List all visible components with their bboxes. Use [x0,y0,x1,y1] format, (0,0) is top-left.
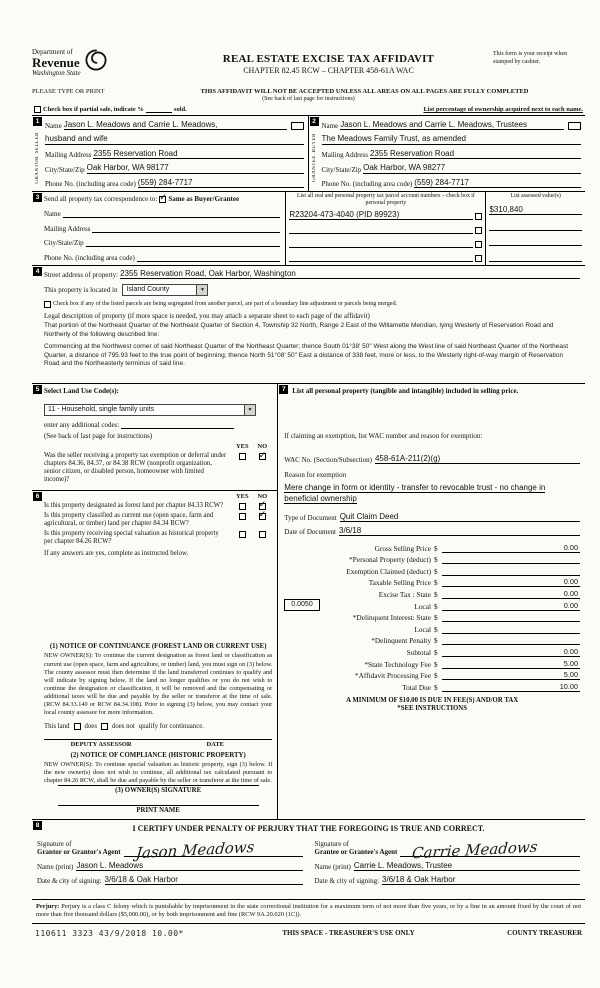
notice-continuance-title: (1) NOTICE OF CONTINUANCE (FOREST LAND OR CURRENT USE) [49,643,267,651]
parcel-numbers-column [286,192,486,265]
seller-phone-label: Phone No. (including area code) [45,180,136,188]
segregated-checkbox[interactable] [44,301,51,308]
fee-label: Gross Selling Price [374,543,431,553]
dropdown-arrow-icon[interactable]: ▼ [196,285,207,295]
grantee-name-field[interactable]: Carrie L. Meadows, Trustee [354,861,580,871]
continuance-qualify-row [44,723,272,730]
buyer-phone-label: Phone No. (including area code) [321,180,413,188]
fee-label: Exemption Claimed (deduct) [346,566,431,576]
wac-label: WAC No. (Section/Subsection) [284,456,372,465]
county-value: Island County [126,286,170,294]
seller-section [32,116,309,191]
reet-affidavit-form [32,46,585,940]
owner-signature-block [44,785,272,794]
parcel-number-field-3[interactable] [289,239,473,248]
section-2-number: 2 [310,117,319,126]
fee-label: Total Due [402,682,431,692]
fee-row-exemption-claimed [284,564,580,576]
date-label: DATE [206,740,225,748]
fee-amount-field[interactable]: 5.00 [442,670,580,680]
agency-name: Revenue [32,55,80,70]
dollar-sign: $ [434,601,438,611]
section-7-number: 7 [279,385,288,394]
historic-question-row [44,530,272,546]
fee-label: *Delinquent Penalty [371,636,431,646]
perjury-notice [32,900,585,924]
street-address-label: Street address of property: [44,271,119,280]
grantor-date-city-field[interactable]: 3/6/18 & Oak Harbor [105,875,303,885]
fee-row-excise-local [284,599,580,611]
land-classification-section [32,490,277,819]
seller-csz-label: City/State/Zip [45,165,85,174]
fee-row-delinquent-interest-state [284,611,580,623]
fee-row-personal-property [284,553,580,565]
assessed-value-field-2[interactable] [489,222,582,231]
fee-row-subtotal [284,645,580,657]
minimum-due-note: A MINIMUM OF $10.00 IS DUE IN FEE(S) AND/OR TAX [346,696,519,704]
buyer-phone-field[interactable]: (559) 284-7717 [414,178,581,188]
county-dropdown[interactable] [122,284,208,296]
dollar-sign: $ [434,671,438,681]
perjury-text: Perjury is a class C felony which is punishable by imprisonment in the state correctional institution for a maximum term of not more than five years, or by a fine in an amount fixed by the court of not more than five thousand dollars ($5,000.00), or by both imprisonment and fine (RCW 9A.20.020 (1C)). [36,903,581,919]
type-or-print-label: PLEASE TYPE OR PRINT [32,88,105,95]
partial-sale-group [34,105,187,113]
document-type-field[interactable]: Quit Claim Deed [340,512,580,522]
fee-row-gross [284,541,580,553]
historic-question: Is this property receiving special valuation as historical property per chapter 84.26 RCW? [44,530,219,546]
exemption-question-row [44,452,272,485]
grantee-signature-labels [315,840,398,858]
no-column-label: NO [257,443,268,450]
assessed-value-field-1[interactable]: $310,840 [489,205,582,215]
section-6-number: 6 [33,492,42,501]
deputy-assessor-label: DEPUTY ASSESSOR [70,740,132,748]
grantor-name-field[interactable]: Jason L. Meadows [76,861,302,871]
signature-of-label: Signature of [314,839,349,848]
corr-name-field[interactable] [63,209,281,218]
does-label: does [84,722,97,730]
dor-logo-text [32,48,81,77]
owner-signature-caption: (3) OWNER(S) SIGNATURE [115,787,202,794]
dollar-sign: $ [434,590,438,599]
document-date-field[interactable]: 3/6/18 [339,526,580,536]
grantor-date-city-label: Date & city of signing: [37,877,102,886]
fee-row-delinquent-interest-local [284,622,580,634]
fee-amount-field[interactable]: 5.00 [442,659,580,669]
fee-table [284,541,580,692]
same-as-buyer-label: Same as Buyer/Grantee [168,195,240,203]
fee-amount-field[interactable]: 0.00 [442,577,580,587]
parcel-number-field-1[interactable]: R23204-473-4040 (PID 89923) [289,210,473,220]
historic-yes-checkbox[interactable] [239,531,246,538]
parcel-personal-checkbox-3[interactable] [475,241,482,248]
wac-number-field[interactable]: 458-61A-211(2)(g) [375,454,580,464]
correspondence-block [32,192,286,265]
land-use-value: 11 - Household, single family units [48,406,155,413]
buyer-mailing-field[interactable]: 2355 Reservation Road [370,149,581,159]
buyer-side-label [309,116,320,191]
see-instructions-note: *SEE INSTRUCTIONS [397,704,467,712]
grantee-signature-block [315,837,581,885]
forest-no-checkbox[interactable] [259,503,266,510]
cashier-stamp: 110611 3323 43/9/2018 10.00* [35,928,184,938]
form-title: REAL ESTATE EXCISE TAX AFFIDAVIT [222,53,435,65]
section-4-number: 4 [33,267,42,276]
fee-amount-field[interactable] [442,567,580,576]
parcel-personal-checkbox-4[interactable] [475,255,482,262]
fee-amount-field[interactable]: 0.00 [442,589,580,599]
buyer-side-label-1: BUYER [311,132,317,153]
assessed-value-field-3[interactable] [489,237,582,246]
notice-compliance-title: (2) NOTICE OF COMPLIANCE (HISTORIC PROPERTY) [70,751,246,759]
located-in-label: This property is located in [44,286,118,295]
parcel-block [286,192,585,265]
dollar-sign: $ [434,682,438,692]
form-subtitle: CHAPTER 82.45 RCW – CHAPTER 458-61A WAC [243,66,414,75]
fee-amount-field[interactable] [442,555,580,564]
perjury-lead: Perjury: [36,903,60,910]
forest-question-row [44,502,272,510]
land-does-checkbox[interactable] [74,723,81,730]
tax-correspondence-section [32,192,585,266]
fee-label: *Delinquent Interest: State [352,613,431,623]
fee-amount-field[interactable] [442,636,580,645]
left-column [32,384,278,819]
section-1-number: 1 [33,117,42,126]
grantee-agent-label: Grantee or Grantee's Agent [314,848,398,857]
dollar-sign: $ [434,578,438,588]
dollar-sign: $ [434,543,438,553]
personal-property-label: List all personal property (tangible and intangible) included in selling price. [292,387,519,395]
yes-column-label: YES [235,443,249,450]
buyer-fields [320,116,586,191]
receipt-note: This form is your receipt when stamped by cashier. [493,51,568,65]
fee-row-delinquent-penalty [284,634,580,646]
grantee-date-city-field[interactable]: 3/6/18 & Oak Harbor [382,875,580,885]
ownership-note: List percentage of ownership acquired next to each name. [423,106,583,113]
corr-mailing-field[interactable] [92,224,280,233]
fee-row-technology-fee [284,657,580,669]
seller-name-field-2[interactable]: husband and wife [45,134,304,144]
parties-section [32,116,585,192]
legal-description-label: Legal description of property (if more space is needed, you may attach a separate sheet to each page of the affidavit) [44,312,370,321]
fee-amount-field[interactable] [442,625,580,634]
dor-swirl-icon [84,48,108,72]
seller-name-field[interactable]: Jason L. Meadows and Carrie L. Meadows, [64,120,287,130]
middle-columns [32,384,585,820]
seller-side-label-2: GRANTOR [35,155,40,184]
correspondence-label: Send all property tax correspondence to: [44,195,158,203]
buyer-mailing-label: Mailing Address [321,151,368,160]
assessed-values-column [486,192,585,265]
fee-row-processing-fee [284,669,580,681]
print-name-line[interactable] [58,805,259,806]
form-header [32,46,585,88]
no-column-label: NO [257,492,268,500]
fee-row-total-due [284,680,580,692]
land-use-label: Select Land Use Code(s): [44,387,119,395]
additional-codes-field[interactable] [121,420,234,429]
partial-sale-row [32,105,585,113]
assessed-value-field-4[interactable] [489,253,582,262]
fee-amount-field[interactable]: 0.00 [442,543,580,553]
certification-section [32,820,585,900]
personal-property-blank-area[interactable] [284,396,580,432]
see-back-note: (See back of last page for instructions) [262,96,355,102]
fee-label: Taxable Selling Price [368,578,431,588]
dollar-sign: $ [434,613,438,623]
local-rate-box[interactable]: 0.0050 [284,599,319,611]
property-location-section [32,266,585,384]
seller-side-label [32,116,43,191]
agency-dept-label: Department of [32,48,73,56]
seller-mailing-label: Mailing Address [45,151,92,160]
partial-sold-label: sold. [173,106,187,113]
seller-mailing-field[interactable]: 2355 Reservation Road [93,149,303,159]
fee-amount-field[interactable] [442,613,580,622]
current-use-question: Is this property classified as current use (open space, farm and agricultural, or timber) land per chapter 84.34 RCW? [44,511,214,527]
seller-name-label: Name [45,122,62,131]
print-name-caption: PRINT NAME [136,807,180,814]
yes-no-header-2 [44,493,272,500]
grantor-signature-field[interactable] [124,837,303,863]
county-treasurer-label: COUNTY TREASURER [507,929,582,938]
yes-column-label: YES [235,492,249,500]
parcel-number-field-4[interactable] [289,253,473,262]
dollar-sign: $ [434,624,438,634]
print-name-block [44,805,272,814]
fee-amount-field[interactable]: 0.00 [442,601,580,611]
seller-csz-field[interactable]: Oak Harbor, WA 98177 [87,163,304,173]
fee-label: Local [414,601,431,611]
if-yes-note: If any answers are yes, complete as instructed below. [44,550,189,558]
grantor-signature-labels [37,840,121,858]
current-use-question-row [44,512,272,528]
parcel-number-field-2[interactable] [289,225,473,234]
buyer-section [309,116,586,191]
grantee-name-print-label: Name (print) [314,863,351,872]
owner-signature-line[interactable] [58,785,259,786]
exemption-question: Was the seller receiving a property tax exemption or deferral under chapters 84.36, 84.37, or 84.38 RCW (nonprofit organization, senior citizen, or disabled person, homeowner with limited income)? [44,452,227,484]
fee-row-taxable [284,576,580,588]
buyer-ownership-percent-box[interactable] [568,122,581,130]
fee-row-excise-state [284,587,580,599]
land-use-dropdown[interactable] [44,404,256,416]
same-as-buyer-checkbox[interactable] [159,196,166,203]
reason-label: Reason for exemption [284,471,347,480]
valuation-column [278,384,585,819]
buyer-name-field-2[interactable]: The Meadows Family Trust, as amended [322,134,582,144]
section-5-number: 5 [33,385,42,394]
section-3-number: 3 [33,193,42,202]
parcel-header: List all real and personal property tax parcel account numbers – check box if personal property [296,193,475,206]
buyer-side-label-2: GRANTEE [311,155,317,183]
exemption-no-checkbox[interactable] [259,453,266,460]
dropdown-arrow-icon[interactable]: ▼ [244,405,255,415]
dor-logo [32,46,164,77]
exemption-reason-field[interactable]: Mere change in form or identity - transfer to revocable trust - no change in beneficial ownership [284,483,546,504]
certify-statement: I CERTIFY UNDER PENALTY OF PERJURY THAT THE FOREGOING IS TRUE AND CORRECT. [132,824,485,833]
buyer-name-label: Name [321,122,339,131]
grantor-signature: Jason Meadows [134,837,255,863]
buyer-csz-field[interactable]: Oak Harbor, WA 98277 [363,163,581,173]
corr-csz-field[interactable] [86,238,281,247]
fee-label: *State Technology Fee [364,659,431,669]
dollar-sign: $ [434,566,438,576]
grantee-signature: Carrie Meadows [411,837,539,863]
dollar-sign: $ [434,555,438,565]
deputy-assessor-line[interactable] [44,739,272,748]
fee-label: Excise Tax : State [378,590,431,599]
current-use-no-checkbox[interactable] [259,513,266,520]
forest-question: Is this property designated as forest land per chapter 84.33 RCW? [44,501,224,509]
grantee-signature-field[interactable] [400,837,580,863]
fee-label: *Affidavit Processing Fee [354,671,431,681]
grantee-date-city-label: Date & city of signing: [314,877,380,886]
land-use-section [32,384,277,490]
seller-side-label-1: SELLER [35,131,40,153]
forest-yes-checkbox[interactable] [239,503,246,510]
fee-amount-field[interactable]: 0.00 [442,647,580,657]
exemption-claim-label: If claiming an exemption, list WAC number and reason for exemption: [284,432,483,441]
parcel-personal-checkbox-2[interactable] [475,227,482,234]
document-date-label: Date of Document [284,528,337,537]
partial-percent-field[interactable] [146,105,172,113]
historic-no-checkbox[interactable] [259,531,266,538]
buyer-name-field[interactable]: Jason L. Meadows and Carrie L. Meadows, Trustees [340,120,564,130]
agency-state-label: Washington State [32,69,81,77]
buyer-csz-label: City/State/Zip [321,165,362,174]
yes-no-header [44,443,272,450]
title-block [164,46,493,75]
seller-phone-field[interactable]: (559) 284-7717 [138,178,304,188]
section-8-number: 8 [33,821,42,830]
fee-label: Local [414,624,431,634]
partial-sale-checkbox[interactable] [34,106,41,113]
legal-description-text-2: Commencing at the Northwest corner of said Northeast Quarter of the Northeast Quarter; thence South 01°38' 50" West along the West line of said Northeast Quarter of the Northeast Quarter, a distance of 795.93 feet to the true point of beginning; thence North 51°08' 50" East a distance of 338 feet, more or less, to the Westerly right-of-way margin of Reservation Road and the Northeasterly terminus of said line. [44,343,569,368]
signature-of-label: Signature of [37,839,72,848]
seller-fields [43,116,308,191]
segregated-label: Check box if any of the listed parcels are being segregated from another parcel, are part of a boundary line adjustment or parcels being merged. [53,301,398,308]
land-does-not-checkbox[interactable] [101,723,108,730]
corr-csz-label: City/State/Zip [44,239,84,248]
legal-description-text-1: That portion of the Northeast Quarter of the Northeast Quarter of Section 4, Township 32 North, Range 2 East of the Willamette Meridian, lying Westerly of Reservation Road and Northerly of the following described line: [44,322,554,338]
instruction-row [32,88,585,95]
street-address-field[interactable]: 2355 Reservation Road, Oak Harbor, Washington [120,269,580,279]
current-use-yes-checkbox[interactable] [239,513,246,520]
does-not-label: does not [111,722,135,730]
partial-sale-label: Check box if partial sale, indicate % [43,106,144,113]
corr-name-label: Name [44,209,61,218]
grantor-agent-label: Grantor or Grantor's Agent [37,848,121,857]
fee-label: *Personal Property (deduct) [349,555,431,565]
corr-mailing-label: Mailing Address [44,224,91,233]
grantor-signature-block [37,837,303,885]
dollar-sign: $ [434,659,438,669]
corr-phone-label: Phone No. (including area code) [44,254,135,262]
see-back-note-2: (See back of last page for instructions) [44,432,153,440]
dollar-sign: $ [434,636,438,646]
fee-amount-field[interactable]: 10.00 [442,682,580,692]
corr-phone-field[interactable] [137,253,281,262]
treasurer-footer [32,924,585,940]
qualify-label: qualify for continuance. [138,722,204,730]
assessed-header: List assessed value(s) [510,193,561,199]
additional-codes-label: enter any additional codes: [44,421,120,429]
seller-ownership-percent-box[interactable] [291,122,304,130]
notice-compliance-text: NEW OWNER(S): To continue special valuation as historic property, sign (3) below. If the new owner(s) does not wish to continue, all additional tax calculated pursuant to chapter 84.26 RCW, shall be due and payable by the seller or transferor at the time of sale. [44,760,273,784]
document-type-label: Type of Document [284,513,337,522]
this-land-label: This land [44,722,70,730]
dollar-sign: $ [434,647,438,657]
exemption-yes-checkbox[interactable] [239,453,246,460]
parcel-personal-checkbox-1[interactable] [475,213,482,220]
fee-label: Subtotal [406,647,431,657]
notice-continuance-text: NEW OWNER(S): To continue the current designation as forest land or classification as current use (open space, farm and agriculture, or timber) land, you must sign on (3) below. The county assessor must then determine if the land transferred continues to qualify and will indicate by signing below. If the land no longer qualifies or you do not wish to continue the designation or classification, it will be removed and the compensating or additional taxes will be due and payable by the seller or transferor at the time of sale. (RCW 84.33.140 or RCW 84.34.108). Prior to signing (3) below, you may contact your local county assessor for more information. [44,652,273,716]
completion-warning: THIS AFFIDAVIT WILL NOT BE ACCEPTED UNLESS ALL AREAS ON ALL PAGES ARE FULLY COMPLETED [200,88,529,95]
form-body [32,115,585,940]
grantor-name-print-label: Name (print) [37,863,74,872]
treasurer-space-label: THIS SPACE - TREASURER'S USE ONLY [282,929,415,938]
